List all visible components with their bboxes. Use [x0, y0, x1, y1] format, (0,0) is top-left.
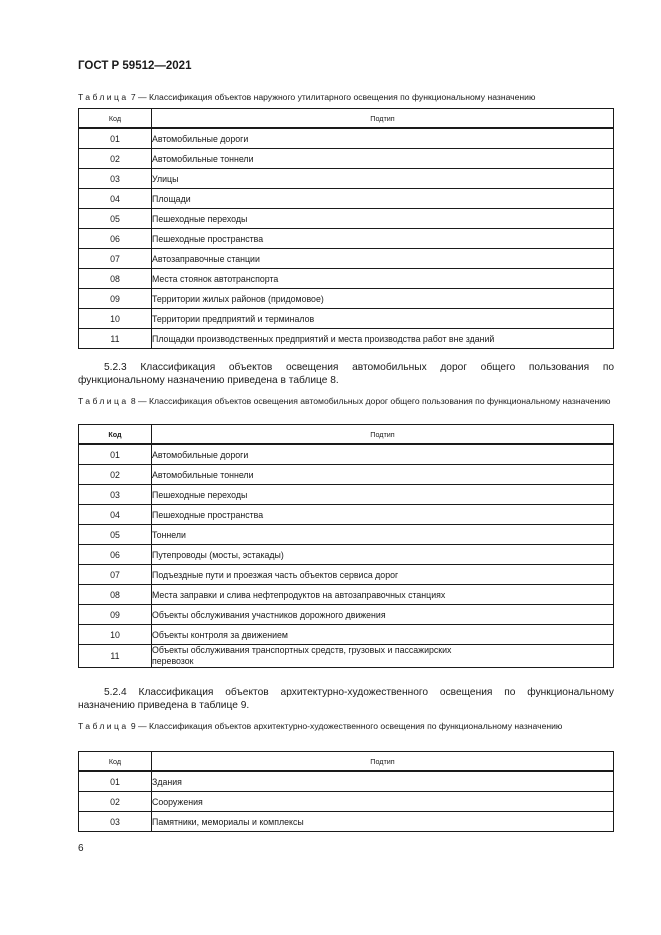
- table-row: [79, 128, 614, 149]
- row-code: 02: [79, 465, 152, 485]
- table8-header-row: [79, 425, 614, 445]
- row-code: 11: [79, 329, 152, 349]
- table-row: [79, 444, 614, 465]
- row-code: 09: [79, 605, 152, 625]
- table-row: [79, 771, 614, 792]
- paragraph-5-2-4-text: 5.2.4 Классификация объектов архитектурно-художественного освещения по функциональному назначению приведена в таблице 9.: [78, 687, 614, 711]
- paragraph-5-2-3-text: 5.2.3 Классификация объектов освещения автомобильных дорог общего пользования по функциональному назначению приведена в таблице 8.: [78, 362, 614, 386]
- row-name: Пешеходные переходы: [152, 485, 614, 505]
- row-code: 06: [79, 545, 152, 565]
- row-name: Подъездные пути и проезжая часть объектов сервиса дорог: [152, 565, 614, 585]
- row-name: Площади: [152, 189, 614, 209]
- row-name: Улицы: [152, 169, 614, 189]
- row-name: Пешеходные пространства: [152, 229, 614, 249]
- table8-col-subtype: Подтип: [152, 425, 614, 445]
- row-code: 10: [79, 625, 152, 645]
- table-row: [79, 525, 614, 545]
- table-row: [79, 209, 614, 229]
- table-row: [79, 329, 614, 349]
- table8-caption-text: 8 — Классификация объектов освещения автомобильных дорог общего пользования по функциональному назначению: [130, 396, 611, 406]
- row-name: Путепроводы (мосты, эстакады): [152, 545, 614, 565]
- table9-header-row: [79, 752, 614, 772]
- table-row: [79, 792, 614, 812]
- table-row: [79, 585, 614, 605]
- row-code: 08: [79, 585, 152, 605]
- table7: [78, 108, 614, 349]
- row-name: Пешеходные переходы: [152, 209, 614, 229]
- row-name: Автозаправочные станции: [152, 249, 614, 269]
- table-row: [79, 309, 614, 329]
- row-name-line2: перевозок: [152, 656, 194, 666]
- row-code: 01: [79, 128, 152, 149]
- row-code: 05: [79, 209, 152, 229]
- row-name: Территории предприятий и терминалов: [152, 309, 614, 329]
- table7-header-row: [79, 109, 614, 129]
- table-row: [79, 565, 614, 585]
- table9-col-subtype: Подтип: [152, 752, 614, 772]
- row-code: 02: [79, 792, 152, 812]
- row-name: Тоннели: [152, 525, 614, 545]
- row-code: 08: [79, 269, 152, 289]
- row-name: Объекты обслуживания участников дорожного движения: [152, 605, 614, 625]
- row-code: 03: [79, 169, 152, 189]
- row-name: Автомобильные тоннели: [152, 149, 614, 169]
- row-name: Автомобильные дороги: [152, 444, 614, 465]
- table-row: [79, 229, 614, 249]
- row-name: Места стоянок автотранспорта: [152, 269, 614, 289]
- table9-caption-text: 9 — Классификация объектов архитектурно-художественного освещения по функциональному назначению: [130, 721, 563, 731]
- table8-caption-label: Таблица: [78, 396, 129, 406]
- table9-caption-label: Таблица: [78, 721, 129, 731]
- table7-caption-text: 7 — Классификация объектов наружного утилитарного освещения по функциональному назначению: [130, 92, 536, 102]
- paragraph-5-2-4: [78, 686, 614, 712]
- table-row: [79, 645, 614, 668]
- table-row: [79, 485, 614, 505]
- row-code: 07: [79, 249, 152, 269]
- paragraph-5-2-3: [78, 361, 614, 387]
- table-row: [79, 625, 614, 645]
- table-row: [79, 289, 614, 309]
- row-code: 04: [79, 505, 152, 525]
- row-name-line1: Объекты обслуживания транспортных средств, грузовых и пассажирских: [152, 645, 452, 655]
- table-row: [79, 605, 614, 625]
- table-row: [79, 269, 614, 289]
- table9-caption: [78, 721, 614, 733]
- row-name: Автомобильные дороги: [152, 128, 614, 149]
- table-row: [79, 505, 614, 525]
- row-code: 11: [79, 645, 152, 668]
- row-code: 07: [79, 565, 152, 585]
- row-name: Территории жилых районов (придомовое): [152, 289, 614, 309]
- row-code: 01: [79, 771, 152, 792]
- row-name: Площадки производственных предприятий и места производства работ вне зданий: [152, 329, 614, 349]
- table-row: [79, 465, 614, 485]
- row-name: Пешеходные пространства: [152, 505, 614, 525]
- table-row: [79, 812, 614, 832]
- table-row: [79, 169, 614, 189]
- table7-caption-label: Таблица: [78, 92, 129, 102]
- table-row: [79, 149, 614, 169]
- row-code: 01: [79, 444, 152, 465]
- row-name: [152, 645, 614, 668]
- table7-col-subtype: Подтип: [152, 109, 614, 129]
- row-name: Места заправки и слива нефтепродуктов на автозаправочных станциях: [152, 585, 614, 605]
- row-code: 06: [79, 229, 152, 249]
- table-row: [79, 249, 614, 269]
- row-name: Здания: [152, 771, 614, 792]
- row-code: 03: [79, 812, 152, 832]
- row-code: 04: [79, 189, 152, 209]
- row-code: 09: [79, 289, 152, 309]
- table-row: [79, 189, 614, 209]
- row-code: 10: [79, 309, 152, 329]
- table8-col-code: Код: [79, 425, 152, 445]
- table-row: [79, 545, 614, 565]
- table7-caption: [78, 92, 614, 104]
- page-number: 6: [78, 843, 84, 854]
- table8: [78, 424, 614, 668]
- table9: [78, 751, 614, 832]
- table8-caption: [78, 396, 614, 408]
- row-name: Объекты контроля за движением: [152, 625, 614, 645]
- document-code-header: ГОСТ Р 59512—2021: [78, 60, 192, 72]
- row-name: Памятники, мемориалы и комплексы: [152, 812, 614, 832]
- table7-col-code: Код: [79, 109, 152, 129]
- row-name: Сооружения: [152, 792, 614, 812]
- row-code: 02: [79, 149, 152, 169]
- table9-col-code: Код: [79, 752, 152, 772]
- row-code: 03: [79, 485, 152, 505]
- row-code: 05: [79, 525, 152, 545]
- row-name: Автомобильные тоннели: [152, 465, 614, 485]
